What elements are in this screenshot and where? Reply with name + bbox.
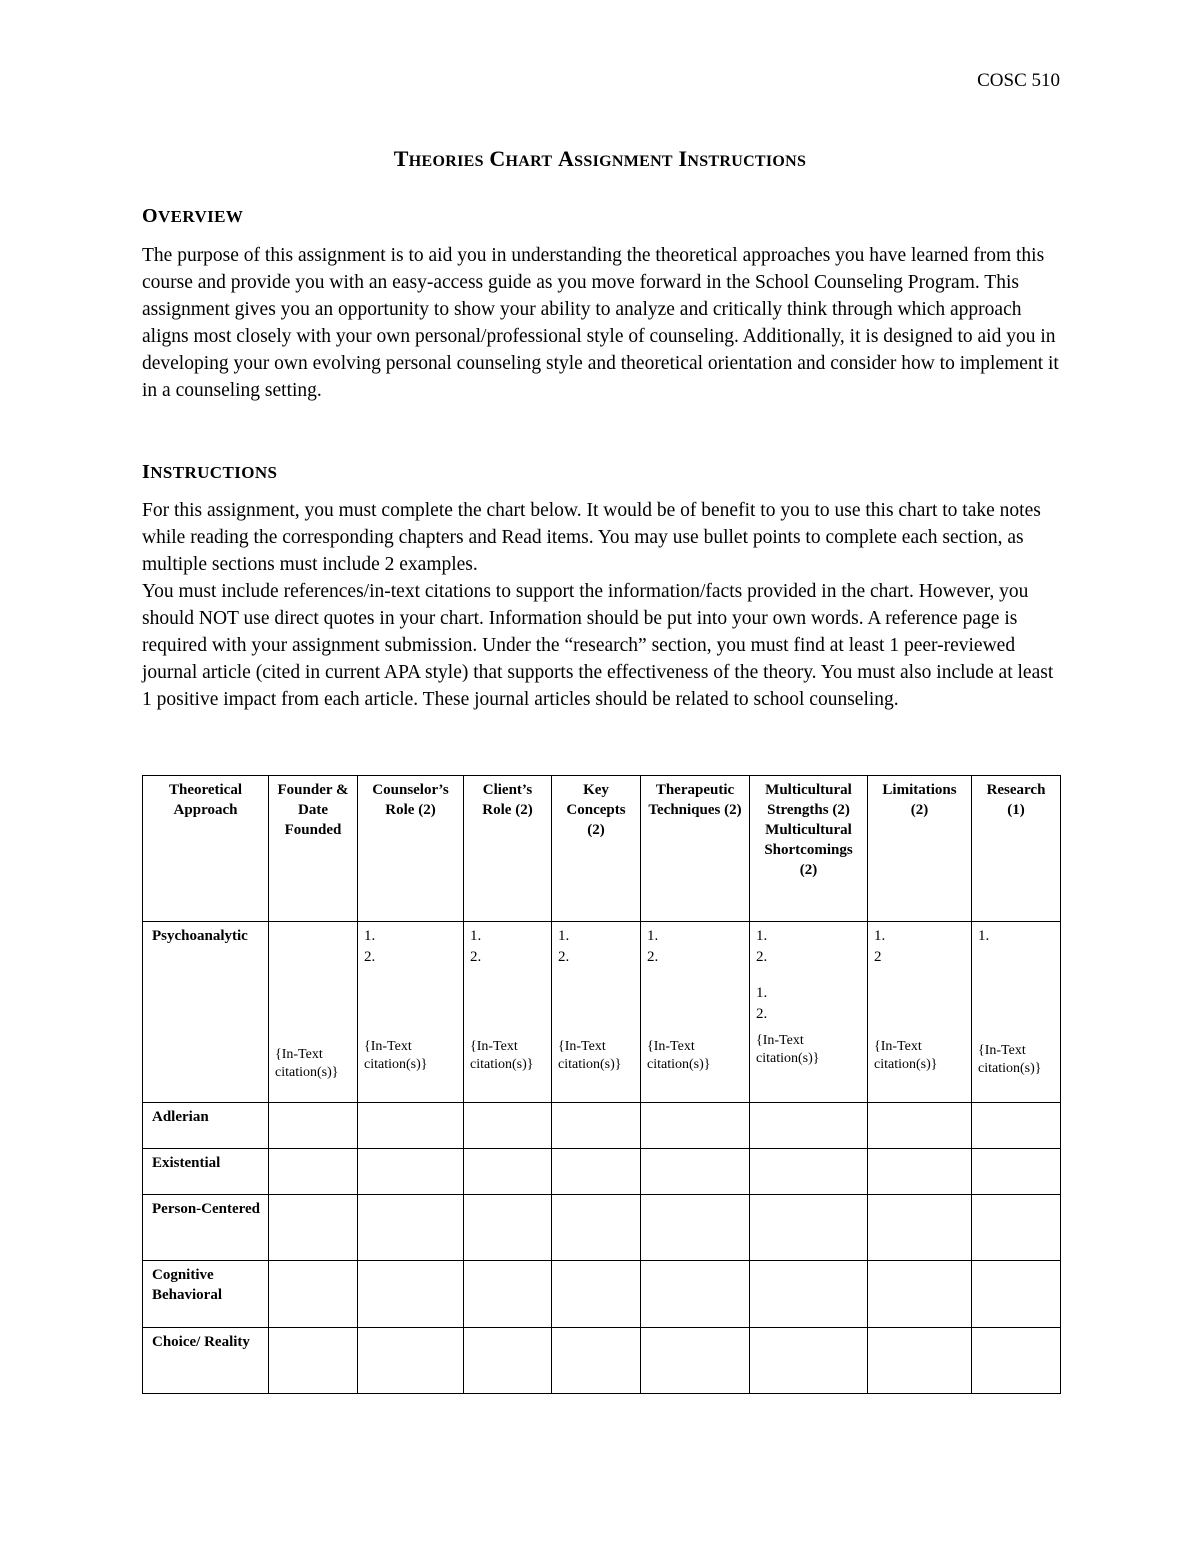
list-number: 2.	[558, 949, 570, 965]
table-cell	[972, 1328, 1061, 1394]
table-cell	[641, 1195, 750, 1261]
table-cell	[464, 1328, 552, 1394]
table-cell	[972, 922, 1061, 1103]
table-cell	[552, 922, 641, 1103]
citation-placeholder: {In-Text citation(s)}	[470, 1039, 534, 1072]
citation-placeholder: {In-Text citation(s)}	[647, 1039, 711, 1072]
citation-placeholder: {In-Text citation(s)}	[756, 1033, 820, 1066]
table-cell	[750, 922, 868, 1103]
table-cell	[358, 922, 464, 1103]
citation-placeholder: {In-Text citation(s)}	[558, 1039, 622, 1072]
table-cell	[972, 1103, 1061, 1149]
overview-heading: OVERVIEW	[142, 205, 244, 227]
instructions-paragraph-1: For this assignment, you must complete the chart below. It would be of benefit to you to use this chart to take notes while reading the corresponding chapters and Read items. You may use bullet points to complete each section, as multiple sections must include 2 examples.	[142, 500, 1041, 575]
table-row-choice-reality	[143, 1328, 1061, 1394]
table-cell	[464, 1261, 552, 1328]
table-cell	[972, 1149, 1061, 1195]
row-header: Existential	[143, 1149, 269, 1195]
table-cell	[641, 922, 750, 1103]
list-number: 2.	[756, 949, 768, 965]
row-header: Choice/ Reality	[143, 1328, 269, 1394]
table-cell	[464, 1195, 552, 1261]
column-header: Key Concepts (2)	[552, 776, 641, 922]
table-cell	[641, 1103, 750, 1149]
column-header: Client’s Role (2)	[464, 776, 552, 922]
column-header: Founder & Date Founded	[269, 776, 358, 922]
table-cell	[464, 1149, 552, 1195]
list-number: 1.	[978, 928, 990, 944]
list-number: 1.	[756, 928, 768, 944]
table-cell	[868, 1195, 972, 1261]
list-number: 2.	[470, 949, 482, 965]
list-number: 1.	[647, 928, 659, 944]
table-cell	[552, 1261, 641, 1328]
column-header: Limitations (2)	[868, 776, 972, 922]
table-cell	[552, 1149, 641, 1195]
column-header: Research (1)	[972, 776, 1061, 922]
table-cell	[358, 1103, 464, 1149]
list-number: 1.	[558, 928, 570, 944]
table-cell	[358, 1328, 464, 1394]
table-cell	[269, 1195, 358, 1261]
row-header: Psychoanalytic	[143, 922, 269, 1103]
table-cell	[358, 1195, 464, 1261]
table-cell	[750, 1149, 868, 1195]
table-cell	[641, 1261, 750, 1328]
table-cell	[641, 1149, 750, 1195]
table-cell	[868, 1261, 972, 1328]
table-row-psychoanalytic	[143, 922, 1061, 1103]
table-cell	[868, 922, 972, 1103]
instructions-paragraphs	[142, 497, 1062, 713]
column-header: Counselor’s Role (2)	[358, 776, 464, 922]
list-number: 2	[874, 949, 882, 965]
list-number: 2.	[364, 949, 376, 965]
table-cell	[972, 1195, 1061, 1261]
column-header: Theoretical Approach	[143, 776, 269, 922]
table-row-existential	[143, 1149, 1061, 1195]
table-row-adlerian	[143, 1103, 1061, 1149]
row-header: Person-Centered	[143, 1195, 269, 1261]
table-row-person-centered	[143, 1195, 1061, 1261]
table-cell	[464, 1103, 552, 1149]
table-cell	[552, 1195, 641, 1261]
row-header: Adlerian	[143, 1103, 269, 1149]
table-cell	[552, 1328, 641, 1394]
table-cell	[358, 1149, 464, 1195]
list-number: 1.	[756, 985, 768, 1001]
citation-placeholder: {In-Text citation(s)}	[275, 1047, 339, 1080]
table-cell	[868, 1149, 972, 1195]
list-number: 1.	[874, 928, 886, 944]
citation-placeholder: {In-Text citation(s)}	[978, 1043, 1042, 1076]
list-number: 1.	[364, 928, 376, 944]
table-cell	[464, 922, 552, 1103]
column-header: Multicultural Strengths (2) Multicultural Shortcomings (2)	[750, 776, 868, 922]
overview-paragraph: The purpose of this assignment is to aid you in understanding the theoretical approaches you have learned from this course and provide you with an easy-access guide as you move forward in the School Counseling Program. This assignment gives you an opportunity to show your ability to analyze and critically think through which approach aligns most closely with your own personal/professional style of counseling. Additionally, it is designed to aid you in developing your own evolving personal counseling style and theoretical orientation and consider how to implement it in a counseling setting.	[142, 245, 1059, 401]
table-cell	[868, 1103, 972, 1149]
table-cell	[868, 1328, 972, 1394]
column-header: Therapeutic Techniques (2)	[641, 776, 750, 922]
instructions-paragraph-2: You must include references/in-text citations to support the information/facts provided in the chart. However, you should NOT use direct quotes in your chart. Information should be put into your own words. A reference page is required with your assignment submission. Under the “research” section, you must find at least 1 peer-reviewed journal article (cited in current APA style) that supports the effectiveness of the theory. You must also include at least 1 positive impact from each article. These journal articles should be related to school counseling.	[142, 581, 1054, 710]
table-header-row	[143, 776, 1061, 922]
list-number: 2.	[756, 1006, 768, 1022]
table-cell	[358, 1261, 464, 1328]
table-cell	[269, 1149, 358, 1195]
table-cell	[750, 1261, 868, 1328]
table-cell	[552, 1103, 641, 1149]
table-cell	[269, 1103, 358, 1149]
course-code: COSC 510	[977, 70, 1060, 91]
document-title: THEORIES CHART ASSIGNMENT INSTRUCTIONS	[393, 146, 807, 171]
list-number: 2.	[647, 949, 659, 965]
citation-placeholder: {In-Text citation(s)}	[874, 1039, 938, 1072]
table-cell	[750, 1328, 868, 1394]
table-cell	[750, 1103, 868, 1149]
table-cell	[972, 1261, 1061, 1328]
table-cell	[269, 1261, 358, 1328]
instructions-heading: INSTRUCTIONS	[142, 461, 278, 483]
table-cell	[641, 1328, 750, 1394]
list-number: 1.	[470, 928, 482, 944]
table-cell	[269, 922, 358, 1103]
row-header: Cognitive Behavioral	[143, 1261, 269, 1328]
theories-chart-table	[142, 775, 1061, 1394]
table-row-cognitive-behavioral	[143, 1261, 1061, 1328]
citation-placeholder: {In-Text citation(s)}	[364, 1039, 428, 1072]
table-cell	[269, 1328, 358, 1394]
table-cell	[750, 1195, 868, 1261]
